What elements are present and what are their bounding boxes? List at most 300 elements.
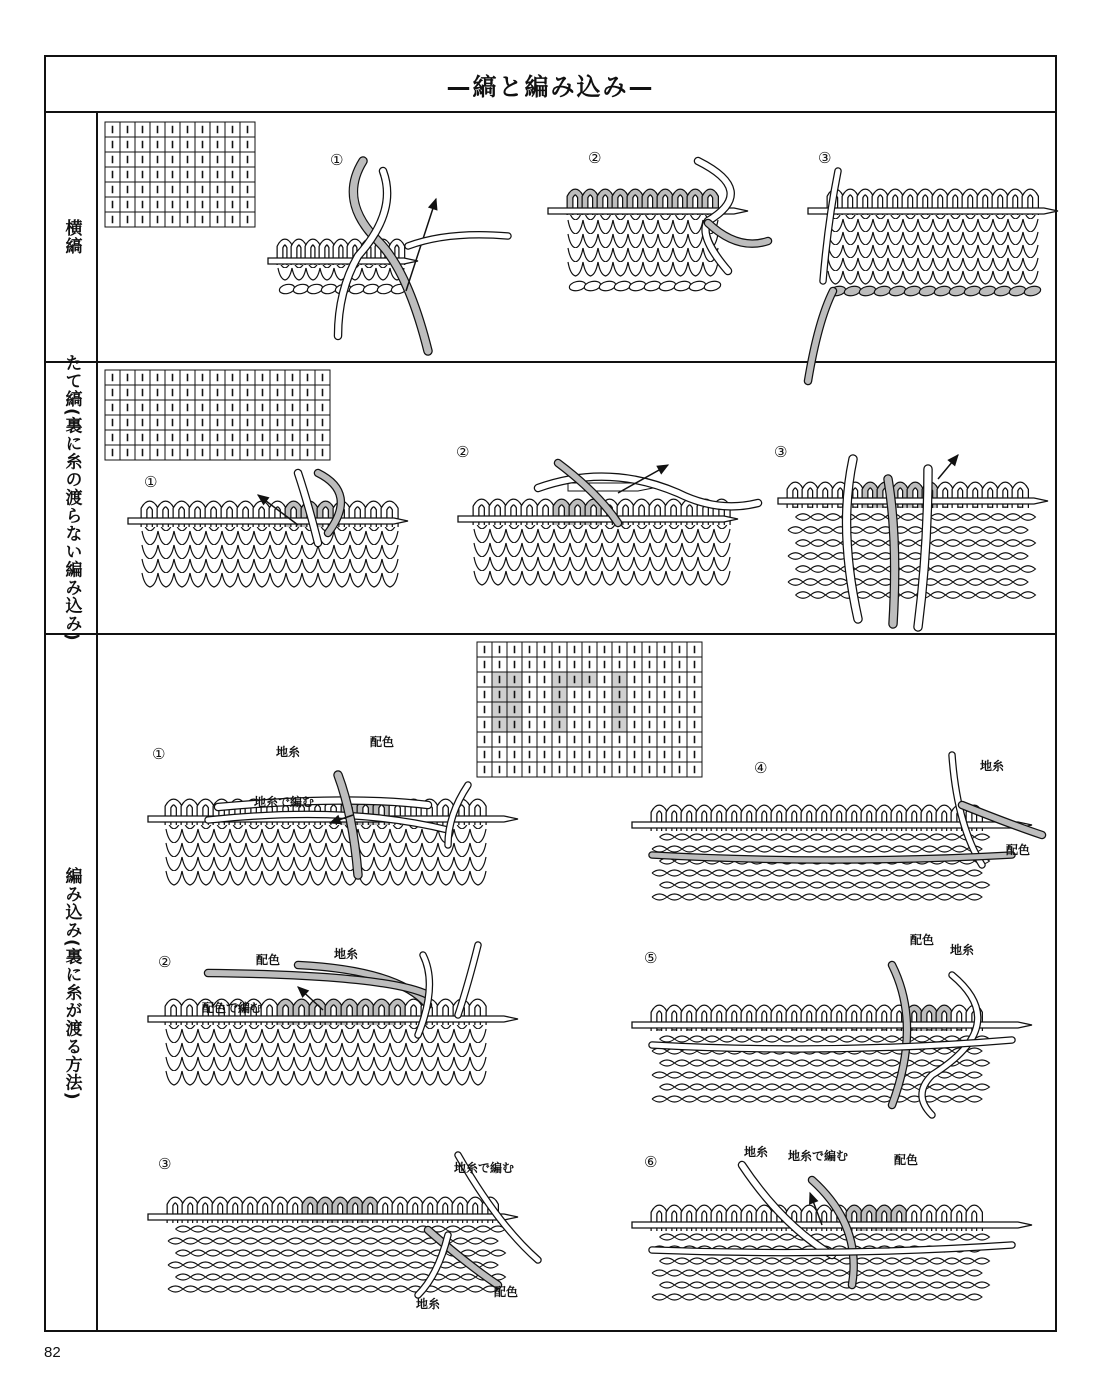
knit-stitch [214,1057,230,1071]
purl-bump [765,1036,780,1042]
purl-bump [386,1250,401,1256]
purl-bump [667,870,682,876]
knit-stitch [993,232,1008,245]
purl-bump [930,1084,945,1090]
knit-stitch [583,234,598,248]
stitch-chart [104,369,332,461]
purl-bump [811,592,826,599]
purl-bump [907,1294,922,1300]
knit-stitch [158,531,174,545]
knit-stitch [366,545,382,559]
purl-bump [788,527,803,534]
bind-stitch [363,283,380,295]
knit-stitch [318,573,334,587]
purl-bump [318,1286,333,1292]
yarn-strand [888,479,895,624]
knit-stitch [933,219,948,232]
purl-bump [870,1234,885,1240]
purl-bump [952,870,967,876]
purl-bump [847,1072,862,1078]
knit-stitch [406,1071,422,1085]
purl-bump [901,566,916,573]
purl-bump [877,1072,892,1078]
purl-bump [303,1238,318,1244]
purl-bump [795,834,810,840]
purl-bump [742,846,757,852]
purl-bump [795,1084,810,1090]
knitting-illustration [528,161,778,351]
purl-bump [983,553,998,560]
knit-stitch [586,557,602,571]
purl-bump [697,870,712,876]
knit-stitch [310,1043,326,1057]
purl-bump [818,553,833,560]
knit-stitch [294,843,310,857]
knit-stitch [843,219,858,232]
knit-stitch [342,1043,358,1057]
purl-bump [682,846,697,852]
knit-stitch [438,1043,454,1057]
purl-bump [243,1286,258,1292]
purl-bump [757,846,772,852]
knit-stitch [650,529,666,543]
purl-bump [288,1238,303,1244]
purl-bump [393,1238,408,1244]
knit-stitch [673,234,688,248]
knit-stitch [302,545,318,559]
knit-stitch [390,1043,406,1057]
purl-bump [765,882,780,888]
purl-bump [757,1072,772,1078]
knit-stitch [182,871,198,885]
purl-bump [938,579,953,586]
purl-bump [847,894,862,900]
purl-bump [826,592,841,599]
knit-stitch [294,1057,310,1071]
knit-stitch [688,234,703,248]
purl-bump [877,894,892,900]
purl-bump [945,1258,960,1264]
purl-bump [862,1096,877,1102]
purl-bump [817,1270,832,1276]
purl-bump [810,1084,825,1090]
purl-bump [907,1072,922,1078]
purl-bump [952,1294,967,1300]
knit-stitch [714,529,730,543]
knit-stitch [406,871,422,885]
purl-bump [326,1274,341,1280]
purl-bump [1021,592,1036,599]
purl-bump [735,834,750,840]
purl-bump [871,566,886,573]
bind-stitch [583,280,601,292]
knit-stitch [222,531,238,545]
purl-bump [176,1274,191,1280]
purl-bump [810,1282,825,1288]
purl-bump [937,870,952,876]
purl-bump [810,834,825,840]
purl-bump [975,1282,990,1288]
purl-bump [1013,527,1028,534]
knit-stitch [182,1057,198,1071]
knit-stitch [198,871,214,885]
purl-bump [660,1060,675,1066]
knit-stitch [568,248,583,262]
purl-bump [183,1262,198,1268]
knit-stitch [294,857,310,871]
knit-stitch [262,857,278,871]
knit-stitch [142,545,158,559]
purl-bump [802,846,817,852]
yarn-label: 地糸で編む [454,1161,515,1175]
bind-stitch [933,285,951,297]
knit-stitch [166,1043,182,1057]
purl-bump [945,1234,960,1240]
knit-stitch [554,529,570,543]
knit-stitch [1023,219,1038,232]
knit-stitch [278,857,294,871]
knit-stitch [390,871,406,885]
knit-stitch [454,1043,470,1057]
knit-stitch [422,1043,438,1057]
purl-bump [408,1238,423,1244]
purl-bump [483,1238,498,1244]
purl-bump [870,882,885,888]
knit-stitch [918,271,933,284]
purl-bump [915,1258,930,1264]
knit-stitch [214,1029,230,1043]
knit-stitch [406,857,422,871]
purl-bump [363,1238,378,1244]
step-number: ② [456,443,470,461]
knit-stitch [374,871,390,885]
purl-bump [817,894,832,900]
knit-stitch [903,232,918,245]
knit-stitch [858,258,873,271]
knit-stitch [390,829,406,843]
purl-bump [991,514,1006,521]
purl-bump [727,1072,742,1078]
knit-stitch [858,271,873,284]
purl-bump [825,882,840,888]
purl-bump [967,1270,982,1276]
knit-stitch [270,559,286,573]
purl-bump [855,1234,870,1240]
purl-bump [652,870,667,876]
purl-bump [900,1282,915,1288]
purl-bump [697,1096,712,1102]
purl-bump [675,882,690,888]
purl-bump [937,846,952,852]
purl-bump [697,1294,712,1300]
purl-bump [795,1258,810,1264]
purl-bump [191,1250,206,1256]
knit-stitch [873,271,888,284]
knit-stitch [174,531,190,545]
purl-bump [885,1036,900,1042]
knit-stitch [350,531,366,545]
purl-bump [251,1226,266,1232]
bind-stitch [598,280,616,292]
yarn-label: 地糸で編む [254,795,315,809]
purl-bump [682,870,697,876]
knit-stitch [490,529,506,543]
yarn-label: 地糸 [276,745,301,759]
purl-bump [991,566,1006,573]
knit-stitch [570,557,586,571]
purl-bump [183,1286,198,1292]
knit-stitch [598,262,613,276]
knit-stitch [666,571,682,585]
knit-stitch [688,248,703,262]
knit-stitch [714,571,730,585]
purl-bump [720,834,735,840]
knit-stitch [238,531,254,545]
purl-bump [976,540,991,547]
purl-bump [915,834,930,840]
purl-bump [772,1294,787,1300]
purl-bump [862,1294,877,1300]
purl-bump [236,1226,251,1232]
purl-bump [363,1262,378,1268]
knit-stitch [374,1029,390,1043]
purl-bump [863,553,878,560]
knit-stitch [254,531,270,545]
knit-stitch [302,559,318,573]
step-number: ⑤ [644,949,658,967]
purl-bump [727,1096,742,1102]
purl-bump [735,1060,750,1066]
knit-stitch [963,245,978,258]
purl-bump [855,1060,870,1066]
knit-stitch [522,543,538,557]
knit-stitch [246,829,262,843]
purl-bump [735,1036,750,1042]
knit-stitch [374,1043,390,1057]
knit-stitch [470,843,486,857]
knit-stitch [310,1071,326,1085]
knit-stitch [246,843,262,857]
purl-bump [870,1060,885,1066]
knit-stitch [198,1029,214,1043]
knit-stitch [366,573,382,587]
purl-bump [1021,566,1036,573]
knit-stitch [978,232,993,245]
knit-stitch [888,258,903,271]
purl-bump [682,1096,697,1102]
purl-bump [967,1048,982,1054]
knit-stitch [828,245,843,258]
purl-bump [476,1250,491,1256]
purl-bump [780,1084,795,1090]
purl-bump [690,834,705,840]
purl-bump [795,1036,810,1042]
knit-stitch [933,245,948,258]
knit-stitch [374,857,390,871]
step-number: ③ [158,1155,172,1173]
purl-bump [931,514,946,521]
purl-bump [720,1060,735,1066]
knit-stitch [634,543,650,557]
purl-bump [697,1270,712,1276]
knit-stitch [650,571,666,585]
purl-bump [952,894,967,900]
knit-stitch [230,871,246,885]
purl-bump [780,1036,795,1042]
purl-bump [667,1294,682,1300]
purl-bump [213,1262,228,1268]
section-jacquard [46,635,1055,1332]
knit-stitch [254,573,270,587]
knit-stitch [262,871,278,885]
page-number: 82 [44,1344,61,1361]
knitting-needle [632,1022,1032,1028]
purl-bump [975,1234,990,1240]
knit-stitch [326,843,342,857]
knit-stitch [286,573,302,587]
knit-stitch [278,268,292,280]
knit-stitch [474,571,490,585]
purl-bump [952,1072,967,1078]
purl-bump [930,1282,945,1288]
purl-bump [931,566,946,573]
purl-bump [788,553,803,560]
bind-stitch [963,285,981,297]
purl-bump [976,514,991,521]
section-content [98,113,1055,361]
knit-stitch [918,232,933,245]
knit-stitch [682,557,698,571]
knit-stitch [198,1057,214,1071]
purl-bump [660,1036,675,1042]
knit-stitch [873,258,888,271]
purl-bump [870,1036,885,1042]
purl-bump [787,1072,802,1078]
knit-stitch [390,1071,406,1085]
purl-bump [811,566,826,573]
knit-stitch [190,573,206,587]
knit-stitch [238,573,254,587]
knit-stitch [570,571,586,585]
purl-bump [826,540,841,547]
purl-bump [318,1262,333,1268]
knit-stitch [246,1071,262,1085]
knit-stitch [858,219,873,232]
purl-bump [386,1226,401,1232]
knit-stitch [222,559,238,573]
knit-stitch [278,1071,294,1085]
purl-bump [967,870,982,876]
purl-bump [772,846,787,852]
purl-bump [1006,514,1021,521]
purl-bump [348,1238,363,1244]
knit-stitch [933,232,948,245]
purl-bump [401,1226,416,1232]
knit-stitch [673,220,688,234]
purl-bump [757,894,772,900]
purl-bump [401,1250,416,1256]
knit-stitch [698,529,714,543]
knit-stitch [422,871,438,885]
purl-bump [931,540,946,547]
bind-stitch [703,280,721,292]
purl-bump [401,1274,416,1280]
knit-stitch [948,271,963,284]
purl-bump [1013,579,1028,586]
purl-bump [870,1084,885,1090]
purl-bump [652,1294,667,1300]
purl-bump [772,1270,787,1276]
knit-stitch [198,1071,214,1085]
purl-bump [937,1270,952,1276]
purl-bump [675,1234,690,1240]
purl-bump [735,1234,750,1240]
purl-bump [817,846,832,852]
purl-bump [832,1072,847,1078]
purl-bump [818,527,833,534]
knitting-illustration [632,985,1052,1135]
knit-stitch [294,1071,310,1085]
knit-stitch [843,232,858,245]
purl-bump [206,1226,221,1232]
purl-bump [975,834,990,840]
purl-bump [885,1258,900,1264]
knit-stitch [174,573,190,587]
purl-bump [727,870,742,876]
purl-bump [191,1274,206,1280]
knit-stitch [918,219,933,232]
knit-stitch [554,543,570,557]
knit-stitch [270,545,286,559]
purl-bump [765,834,780,840]
knit-stitch [658,220,673,234]
knit-stitch [688,220,703,234]
purl-bump [765,1234,780,1240]
section-label-col [46,354,98,642]
knit-stitch [406,843,422,857]
knit-stitch [278,871,294,885]
purl-bump [946,592,961,599]
knit-stitch [142,559,158,573]
knit-stitch [666,557,682,571]
purl-bump [937,1294,952,1300]
knit-stitch [166,857,182,871]
step-number: ④ [754,759,768,777]
knit-stitch [198,1043,214,1057]
purl-bump [750,1084,765,1090]
purl-bump [356,1226,371,1232]
knit-stitch [374,843,390,857]
bind-stitch [918,285,936,297]
purl-bump [765,1060,780,1066]
knit-stitch [422,857,438,871]
knit-stitch [358,1057,374,1071]
purl-bump [198,1238,213,1244]
knit-stitch [963,232,978,245]
knitting-needle [778,498,1048,504]
purl-bump [832,846,847,852]
knit-stitch [586,543,602,557]
knit-stitch [470,1043,486,1057]
purl-bump [198,1262,213,1268]
purl-bump [720,1036,735,1042]
purl-bump [900,1234,915,1240]
knit-stitch [682,529,698,543]
knit-stitch [310,1057,326,1071]
knit-stitch [698,557,714,571]
knit-stitch [474,529,490,543]
knit-stitch [262,829,278,843]
